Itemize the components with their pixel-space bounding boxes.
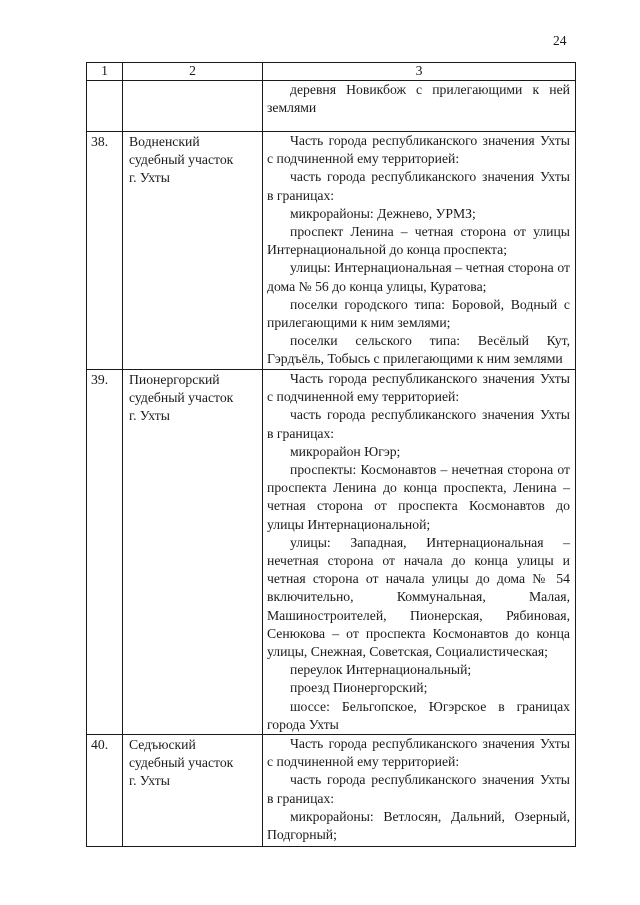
court-districts-table: [86, 62, 576, 847]
paragraph: улицы: Интернациональная – четная сторона от дома № 56 до конца улицы, Куратова;: [267, 260, 570, 294]
table-row: [87, 132, 576, 370]
row-number: 38.: [87, 132, 123, 370]
continuation-row: [87, 81, 576, 132]
header-cell-2: 2: [123, 63, 263, 81]
header-cell-3: 3: [263, 63, 576, 81]
court-name-line: г. Ухты: [129, 170, 170, 186]
paragraph: шоссе: Бельгопское, Югэрское в границах города Ухты: [267, 698, 570, 732]
court-name-line: судебный участок: [129, 755, 234, 771]
paragraph: проспекты: Космонавтов – нечетная сторона от проспекта Ленина до конца проспекта, Ленина – четная сторона от проспекта Космонавтов до улицы Интернациональной;: [267, 462, 570, 532]
paragraph: микрорайон Югэр;: [290, 443, 401, 459]
paragraph: часть города республиканского значения Ухты в границах:: [267, 772, 570, 806]
court-name-line: г. Ухты: [129, 408, 170, 424]
table-row: [87, 735, 576, 847]
paragraph: проспект Ленина – четная сторона от улицы Интернациональной до конца проспекта;: [267, 224, 570, 258]
territory-description: [263, 370, 576, 735]
header-cell-1: 1: [87, 63, 123, 81]
court-name-line: судебный участок: [129, 390, 234, 406]
court-name: [123, 370, 263, 735]
paragraph: поселки городского типа: Боровой, Водный с прилегающими к ним землями;: [267, 296, 570, 331]
court-name-line: Седъюский: [129, 737, 196, 753]
table-row: [87, 370, 576, 735]
row-number: 40.: [87, 735, 123, 847]
court-name-line: Пионергорский: [129, 372, 220, 387]
row-number: 39.: [87, 370, 123, 735]
court-name-line: Водненский: [129, 134, 200, 149]
court-name-line: судебный участок: [129, 152, 234, 168]
territory-description: [263, 132, 576, 370]
paragraph: проезд Пионергорский;: [290, 680, 428, 696]
paragraph: Часть города республиканского значения Ухты с подчиненной ему территорией:: [267, 736, 570, 770]
court-name: [123, 132, 263, 370]
paragraph: микрорайоны: Дежнево, УРМЗ;: [290, 205, 476, 221]
paragraph: часть города республиканского значения Ухты в границах:: [267, 169, 570, 203]
court-name: [123, 735, 263, 847]
paragraph: Часть города республиканского значения Ухты с подчиненной ему территорией:: [267, 371, 570, 405]
paragraph: часть города республиканского значения Ухты в границах:: [267, 407, 570, 441]
paragraph: микрорайоны: Ветлосян, Дальний, Озерный, Подгорный;: [267, 808, 570, 843]
paragraph: улицы: Западная, Интернациональная – нечетная сторона от начала до конца улицы и четная сторона от начала улицы до дома № 54 включительно, Коммунальная, Малая, Машиностроителей, Пионерская, Рябиновая, Сенюкова – от проспекта Космонавтов до конца улицы, Снежная, Советская, Социалистическая;: [267, 534, 570, 660]
court-name-line: г. Ухты: [129, 773, 170, 789]
territory-description: [263, 735, 576, 847]
table-header-row: [87, 63, 576, 81]
paragraph: переулок Интернациональный;: [290, 662, 472, 678]
paragraph: Часть города республиканского значения Ухты с подчиненной ему территорией:: [267, 133, 570, 167]
page-number: 24: [553, 33, 567, 48]
continuation-text: деревня Новикбож с прилегающими к ней землями: [267, 82, 570, 116]
paragraph: поселки сельского типа: Весёлый Кут, Гэрдъёль, Тобысь с прилегающими к ним землями: [267, 333, 570, 367]
